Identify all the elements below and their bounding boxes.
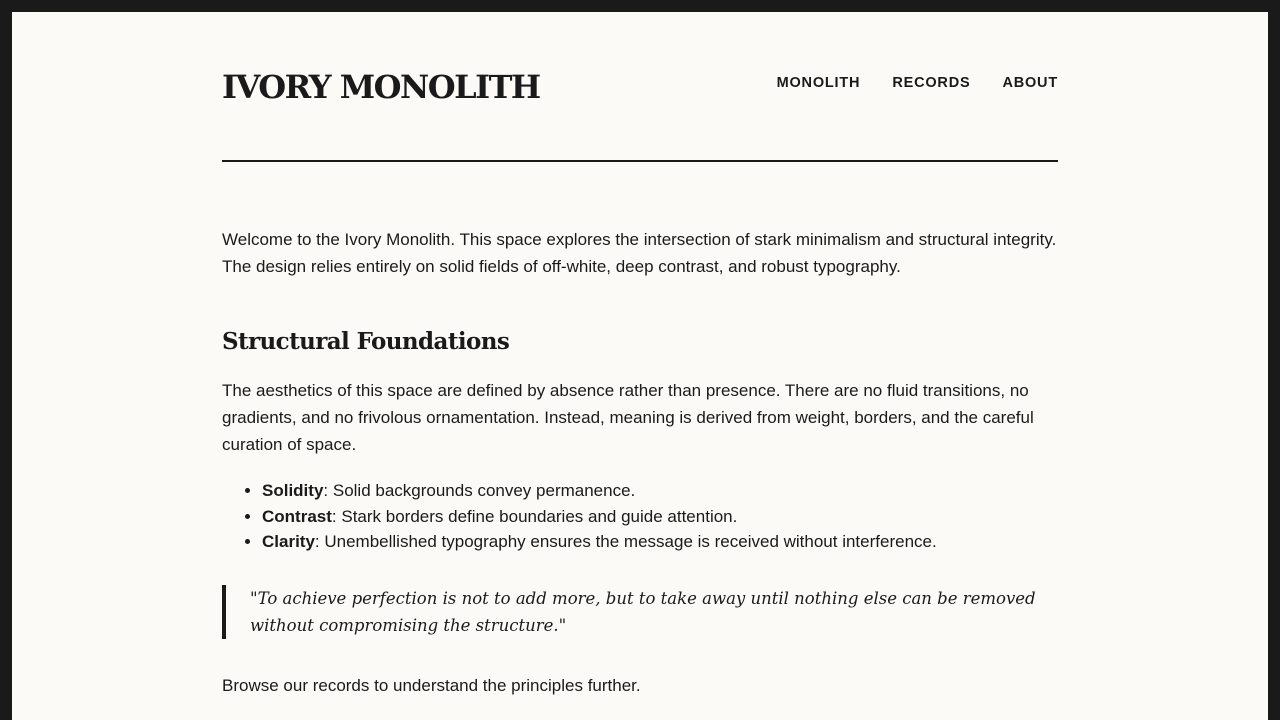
principle-text: : Stark borders define boundaries and guide attention. — [331, 506, 738, 526]
principle-term: Clarity — [262, 532, 315, 551]
page — [12, 12, 1268, 720]
principle-term: Solidity — [262, 481, 324, 500]
pull-quote: "To achieve perfection is not to add more, but to take away until nothing else can be removed without compromising the structure." — [222, 585, 1050, 639]
closing-paragraph: Browse our records to understand the principles further. — [222, 676, 641, 695]
list-item — [262, 504, 937, 530]
principle-text: : Unembellished typography ensures the message is received without interference. — [314, 532, 937, 551]
list-item — [262, 529, 937, 555]
site-title[interactable]: IVORY MONOLITH — [222, 68, 540, 106]
site-header — [222, 12, 1058, 162]
nav-link-records[interactable]: RECORDS — [892, 75, 971, 91]
list-item — [262, 478, 937, 504]
main-nav — [777, 74, 1058, 92]
nav-link-monolith[interactable]: MONOLITH — [776, 75, 861, 91]
principles-list — [222, 478, 937, 555]
nav-link-about[interactable]: ABOUT — [1002, 75, 1058, 91]
section-heading: Structural Foundations — [222, 328, 510, 355]
content-column — [222, 12, 1058, 695]
intro-paragraph: Welcome to the Ivory Monolith. This space explores the intersection of stark minimalism and structural integrity. The design relies entirely on solid fields of off-white, deep contrast, and robust typography. — [222, 230, 1057, 276]
section-paragraph: The aesthetics of this space are defined by absence rather than presence. There are no fluid transitions, no gradients, and no frivolous ornamentation. Instead, meaning is derived from weight, borders, and the careful curation of space. — [222, 381, 1034, 454]
principle-term: Contrast — [262, 506, 332, 526]
principle-text: : Solid backgrounds convey permanence. — [323, 481, 636, 500]
